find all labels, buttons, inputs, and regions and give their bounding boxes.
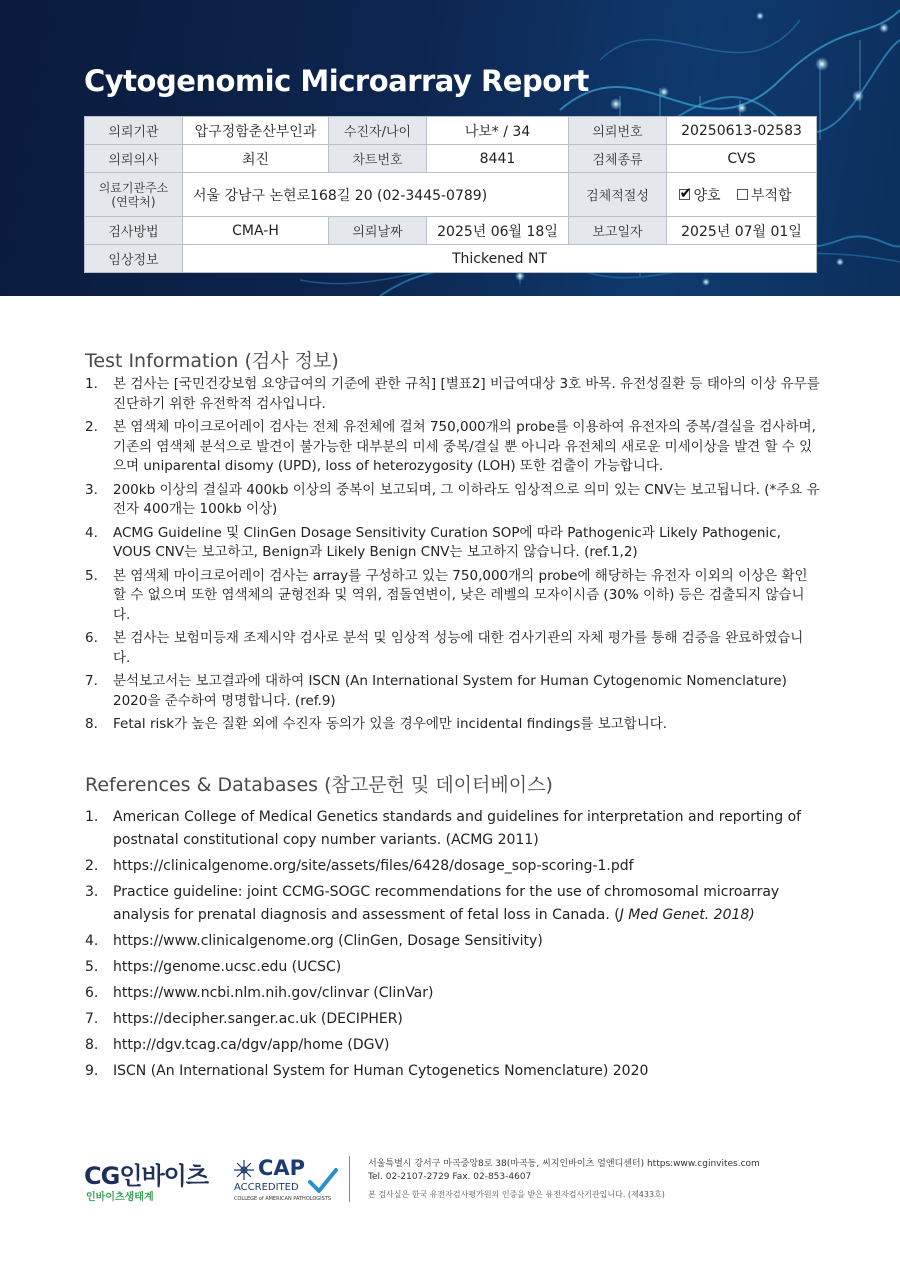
reference-link[interactable]: https://www.clinicalgenome.org (ClinGen, Dosage Sensitivity) [113, 933, 543, 949]
item-number: 4. [85, 933, 99, 949]
list-item [85, 982, 805, 1005]
item-text: 본 염색체 마이크로어레이 검사는 전체 유전체에 걸쳐 750,000개의 probe를 이용하여 유전자의 중복/결실을 검사하며, 기존의 염색체 분석으로 발견이 불가능한 대부분의 미세 중복/결실 뿐 아니라 유전체의 새로운 미세이상을 발견 할 수 있으며 uniparental disomy (UPD), loss of heterozygosity (LOH) 또한 검출이 가능합니다. [113, 419, 816, 474]
info-row [85, 173, 817, 217]
label-address-line1: 의료기관주소 [98, 180, 169, 195]
item-text: 본 검사는 [국민건강보험 요양급여의 기준에 관한 규칙] [별표2] 비급여대상 3호 바목. 유전성질환 등 태아의 이상 유무를 진단하기 위한 유전학적 검사입니다. [113, 376, 820, 412]
footer-contact: Tel. 02-2107-2729 Fax. 02-853-4607 [368, 1172, 532, 1182]
item-number: 7. [85, 673, 98, 689]
label-specimen-type: 검체종류 [569, 145, 667, 173]
item-text: Fetal risk가 높은 질환 외에 수진자 동의가 있을 경우에만 incidental findings를 보고합니다. [113, 716, 668, 732]
header-banner [0, 0, 900, 296]
report-title: Cytogenomic Microarray Report [84, 64, 589, 98]
empty-checkbox-icon [737, 189, 748, 200]
references-title: References & Databases (참고문헌 및 데이터베이스) [85, 774, 553, 796]
list-item [85, 881, 805, 927]
reference-link[interactable]: https://decipher.sanger.ac.uk (DECIPHER) [113, 1011, 403, 1027]
label-chart-no: 차트번호 [329, 145, 427, 173]
label-clinical-info: 임상정보 [85, 245, 183, 273]
reference-link[interactable]: https://genome.ucsc.edu (UCSC) [113, 959, 342, 975]
item-text: American College of Medical Genetics standards and guidelines for interpretation and reporting of postnatal constitutional copy number variants. (ACMG 2011) [113, 809, 802, 848]
footer-address: 서울특별시 강서구 마곡중앙8로 38(마곡동, 씨지인바이츠 얼앤디센터) https:www.cginvites.com [368, 1159, 760, 1169]
journal-citation: J Med Genet. 2018) [619, 907, 755, 923]
label-address-line2: (연락처) [111, 194, 156, 209]
value-report-date: 2025년 07월 01일 [667, 217, 817, 245]
suitability-good-label: 양호 [693, 187, 721, 204]
value-physician: 최진 [183, 145, 329, 173]
value-method: CMA-H [183, 217, 329, 245]
info-row [85, 117, 817, 145]
item-text: 분석보고서는 보고결과에 대하여 ISCN (An International System for Human Cytogenomic Nomenclature) 2020을 준수하여 명명합니다. (ref.9) [113, 673, 787, 709]
item-text-main: Practice guideline: joint CCMG-SOGC recommendations for the use of chromosomal microarray analysis for prenatal diagnosis and assessment of fetal loss in Canada. ( [113, 884, 780, 923]
item-text [113, 881, 805, 927]
item-text: ACMG Guideline 및 ClinGen Dosage Sensitivity Curation SOP에 따라 Pathogenic과 Likely Pathogenic, VOUS CNV는 보고하고, Benign과 Likely Benign CNV는 보고하지 않습니다. (ref.1,2) [113, 524, 781, 560]
item-number: 5. [85, 567, 98, 584]
label-request-no: 의뢰번호 [569, 117, 667, 145]
cap-text: CAP [258, 1156, 306, 1180]
cg-invites-logo: CG인바이츠 [84, 1162, 209, 1190]
label-address [85, 173, 183, 217]
footer [0, 1150, 900, 1220]
value-chart-no: 8441 [427, 145, 569, 173]
item-number: 1. [85, 809, 99, 825]
footer-divider [349, 1156, 350, 1202]
list-item [85, 806, 805, 852]
reference-link[interactable]: https://clinicalgenome.org/site/assets/files/6428/dosage_sop-scoring-1.pdf [113, 858, 634, 874]
test-info-title: Test Information (검사 정보) [85, 350, 339, 372]
checkmark-icon [308, 1168, 338, 1194]
list-item [85, 418, 820, 477]
value-clinical-info: Thickened NT [183, 245, 817, 273]
item-number: 2. [85, 419, 98, 435]
cap-accredited-text: ACCREDITED [234, 1182, 299, 1193]
list-item [85, 524, 820, 563]
info-row [85, 217, 817, 245]
cap-emblem-icon [232, 1158, 256, 1182]
item-number: 1. [85, 376, 98, 392]
value-request-date: 2025년 06월 18일 [427, 217, 569, 245]
item-number: 3. [85, 481, 98, 498]
list-item [85, 481, 820, 520]
list-item [85, 1008, 805, 1031]
reference-link[interactable]: http://dgv.tcag.ca/dgv/app/home (DGV) [113, 1037, 390, 1053]
item-number: 5. [85, 959, 99, 975]
suitability-bad-label: 부적합 [750, 187, 792, 204]
item-number: 7. [85, 1011, 99, 1027]
label-request-date: 의뢰날짜 [329, 217, 427, 245]
cap-accredited-logo [232, 1156, 342, 1206]
item-number: 6. [85, 630, 98, 646]
info-row [85, 145, 817, 173]
value-specimen-type: CVS [667, 145, 817, 173]
references-list [85, 806, 805, 1086]
item-number: 8. [85, 1037, 99, 1053]
cap-college-text: COLLEGE of AMERICAN PATHOLOGISTS [234, 1196, 332, 1202]
item-text: 본 검사는 보험미등재 조제시약 검사로 분석 및 임상적 성능에 대한 검사기관의 자체 평가를 통해 검증을 완료하였습니다. [113, 630, 804, 666]
footer-accreditation-note: 본 검사실은 한국 유전자검사평가원의 인증을 받은 유전자검사기관입니다. (제433호) [368, 1190, 665, 1199]
list-item [85, 1060, 805, 1083]
item-number: 9. [85, 1063, 99, 1079]
label-physician: 의뢰의사 [85, 145, 183, 173]
value-suitability [667, 173, 817, 217]
value-request-no: 20250613-02583 [667, 117, 817, 145]
suitability-bad [737, 185, 792, 205]
item-number: 2. [85, 858, 99, 874]
list-item [85, 629, 820, 668]
label-report-date: 보고일자 [569, 217, 667, 245]
label-requesting-institution: 의뢰기관 [85, 117, 183, 145]
list-item [85, 715, 820, 735]
suitability-good [679, 185, 720, 205]
cg-invites-logo-sub: 인바이츠생태계 [86, 1192, 154, 1203]
item-number: 4. [85, 524, 98, 541]
value-patient: 나보* / 34 [427, 117, 569, 145]
test-info-list [85, 375, 820, 739]
list-item [85, 1034, 805, 1057]
patient-info-table [84, 116, 817, 273]
info-row [85, 245, 817, 273]
item-text: 본 염색체 마이크로어레이 검사는 array를 구성하고 있는 750,000개의 probe에 해당하는 유전자 이외의 이상은 확인 할 수 없으며 또한 염색체의 균형전좌 및 역위, 점돌연변이, 낮은 레벨의 모자이시즘 (30% 이하) 등은 검출되지 않습니다. [113, 567, 808, 623]
list-item [85, 567, 820, 626]
reference-link[interactable]: https://www.ncbi.nlm.nih.gov/clinvar (ClinVar) [113, 985, 434, 1001]
item-number: 6. [85, 985, 99, 1001]
label-method: 검사방법 [85, 217, 183, 245]
label-patient: 수진자/나이 [329, 117, 427, 145]
list-item [85, 930, 805, 953]
item-text: 200kb 이상의 결실과 400kb 이상의 중복이 보고되며, 그 이하라도 임상적으로 의미 있는 CNV는 보고됩니다. (*주요 유전자 400개는 100kb 이상) [113, 481, 820, 517]
list-item [85, 956, 805, 979]
list-item [85, 855, 805, 878]
value-address: 서울 강남구 논현로168길 20 (02-3445-0789) [183, 173, 569, 217]
value-requesting-institution: 압구정함춘산부인과 [183, 117, 329, 145]
list-item [85, 375, 820, 414]
item-number: 8. [85, 716, 98, 732]
label-suitability: 검체적절성 [569, 173, 667, 217]
item-number: 3. [85, 884, 99, 900]
list-item [85, 672, 820, 711]
item-text: ISCN (An International System for Human Cytogenetics Nomenclature) 2020 [113, 1063, 649, 1079]
checked-checkbox-icon [679, 189, 690, 200]
